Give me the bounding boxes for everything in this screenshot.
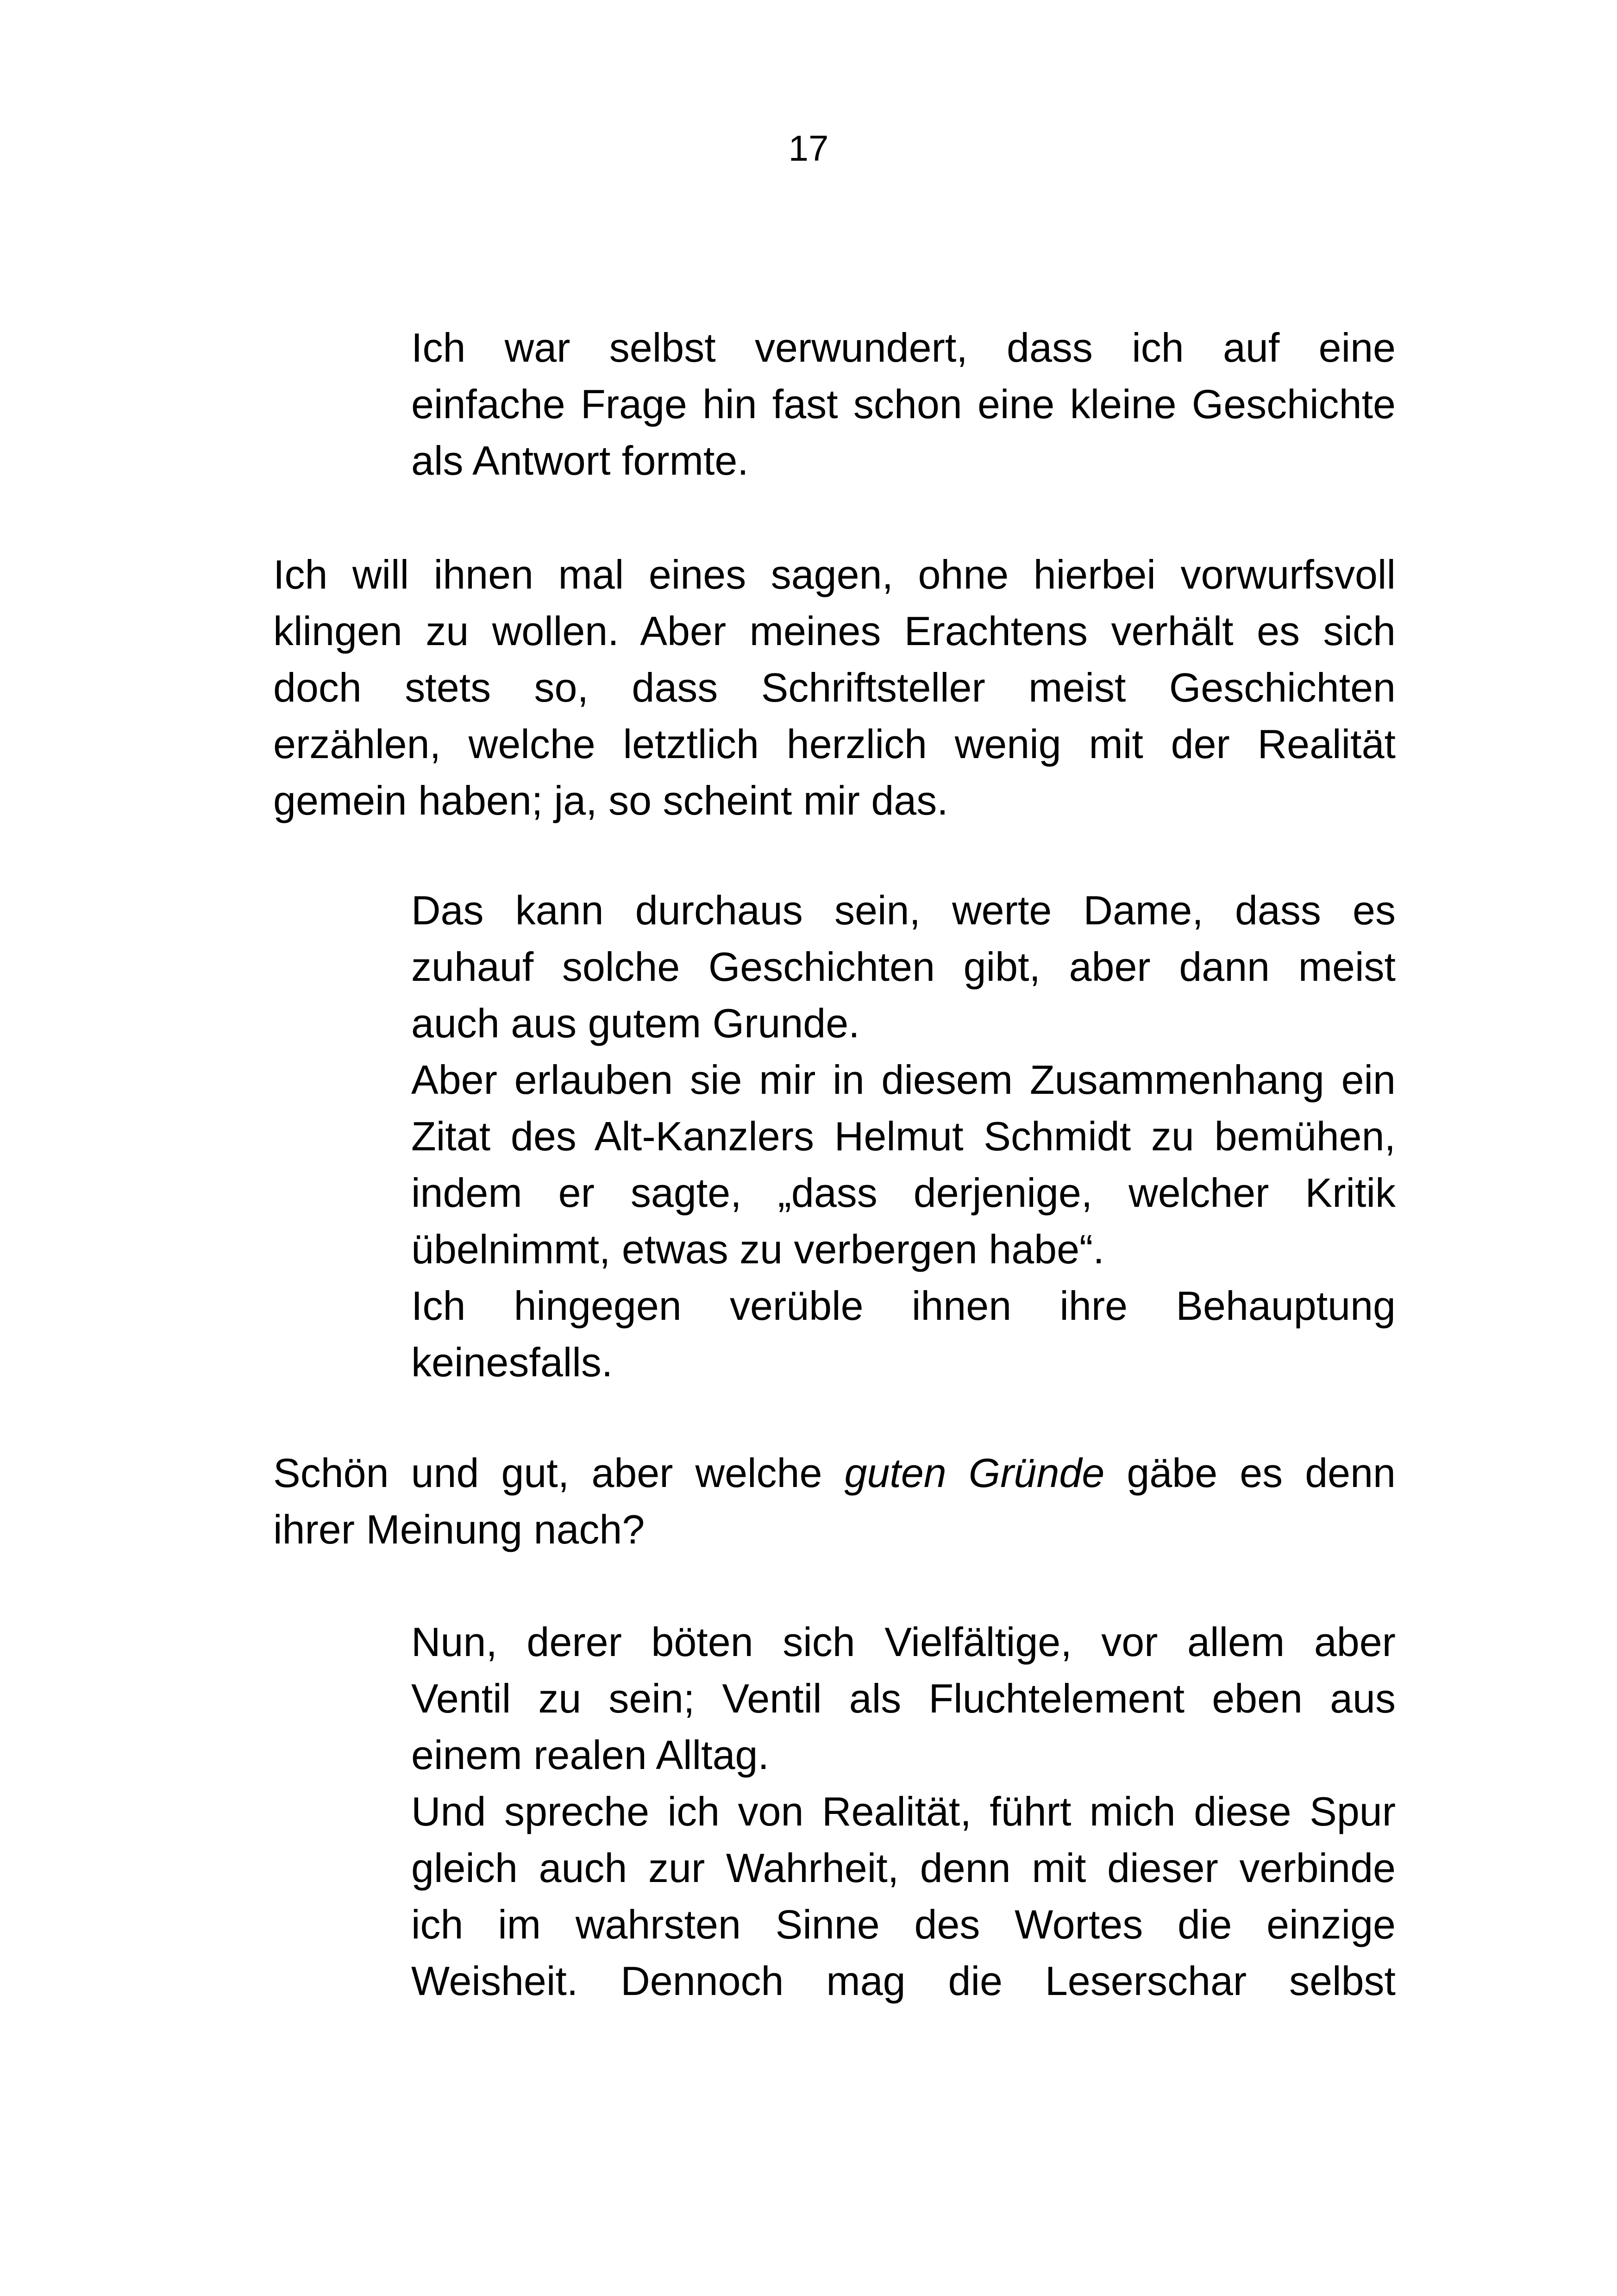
text-line: keinesfalls.: [411, 1339, 613, 1385]
text-line: Und spreche ich von Realität, führt mich diese Spur: [411, 1788, 1396, 1834]
text-line: [273, 1445, 1396, 1501]
text-line: ich im wahrsten Sinne des Wortes die einzige: [411, 1901, 1396, 1947]
text-line: doch stets so, dass Schriftsteller meist Geschichten: [273, 665, 1396, 710]
text-line: Aber erlauben sie mir in diesem Zusammenhang ein: [411, 1057, 1396, 1103]
text-line: übelnimmt, etwas zu verbergen habe“.: [411, 1226, 1104, 1272]
text-line: zuhauf solche Geschichten gibt, aber dann meist: [411, 944, 1396, 990]
text-line: Weisheit. Dennoch mag die Leserschar selbst: [411, 1958, 1396, 2004]
text-line: Ich will ihnen mal eines sagen, ohne hierbei vorwurfsvoll: [273, 552, 1396, 597]
speaker-paragraph-2: [273, 1445, 1396, 1558]
text-line: klingen zu wollen. Aber meines Erachtens verhält es sich: [273, 608, 1396, 654]
text-line: Ventil zu sein; Ventil als Fluchtelement eben aus: [411, 1675, 1396, 1721]
text-line: Ich war selbst verwundert, dass ich auf eine: [411, 325, 1396, 370]
text-line: Das kann durchaus sein, werte Dame, dass es: [411, 887, 1396, 933]
text-line: auch aus gutem Grunde.: [411, 1000, 860, 1046]
text-line: einfache Frage hin fast schon eine kleine Geschichte: [411, 381, 1396, 427]
page-number: 17: [788, 128, 829, 169]
text-line: gleich auch zur Wahrheit, denn mit dieser verbinde: [411, 1845, 1396, 1891]
speaker-paragraph-1: [273, 546, 1396, 829]
text-line: Zitat des Alt-Kanzlers Helmut Schmidt zu bemühen,: [411, 1113, 1396, 1159]
emphasized-text: guten Gründe: [844, 1450, 1105, 1496]
text-line: einem realen Alltag.: [411, 1732, 769, 1778]
reply-paragraph-1: [411, 320, 1396, 489]
text-line: Nun, derer böten sich Vielfältige, vor allem aber: [411, 1619, 1396, 1665]
text-run: gäbe es denn: [1104, 1450, 1396, 1496]
reply-paragraph-2: [411, 882, 1396, 1391]
text-line: Ich hingegen verüble ihnen ihre Behauptung: [411, 1283, 1396, 1329]
text-line: als Antwort formte.: [411, 438, 749, 483]
text-line: erzählen, welche letztlich herzlich wenig mit der Realität: [273, 721, 1396, 767]
text-line: ihrer Meinung nach?: [273, 1506, 645, 1552]
reply-paragraph-3: [411, 1614, 1396, 2009]
text-run: Schön und gut, aber welche: [273, 1450, 845, 1496]
text-line: gemein haben; ja, so scheint mir das.: [273, 778, 948, 823]
text-line: indem er sagte, „dass derjenige, welcher Kritik: [411, 1170, 1396, 1216]
